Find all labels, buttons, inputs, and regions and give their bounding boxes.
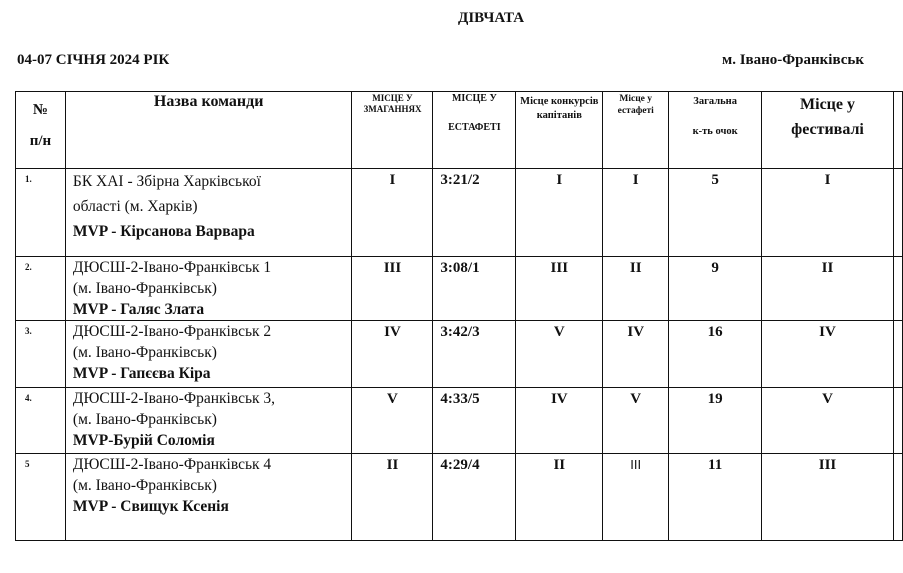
competition-place: II [352, 454, 433, 541]
table-row [16, 169, 903, 257]
row-num: 4. [16, 388, 66, 454]
table-row [16, 257, 903, 321]
header-captains-contest: Місце конкурсів капітанів [516, 92, 603, 169]
total-points: 16 [669, 321, 762, 388]
team-cell [65, 388, 352, 454]
header-relay-place-line2: ЕСТАФЕТІ [448, 122, 501, 133]
team-mvp: MVP - Галяс Злата [72, 301, 205, 318]
team-name-line1: БК ХАІ - Збірна Харківської [72, 173, 261, 190]
festival-place: V [762, 388, 894, 454]
header-festival-place: Місце у фестивалі [762, 92, 894, 169]
competition-place: III [352, 257, 433, 321]
header-row [16, 92, 903, 169]
team-name-line2: області (м. Харків) [72, 198, 198, 215]
extra-cell [893, 257, 902, 321]
header-team: Назва команди [65, 92, 352, 169]
header-total-points-line1: Загальна [693, 96, 737, 107]
festival-place: III [762, 454, 894, 541]
relay-place: II [603, 257, 669, 321]
header-relay-place-line1: МІСЦЕ У [451, 93, 497, 104]
team-name-line2: (м. Івано-Франківськ) [72, 411, 217, 428]
team-mvp: MVP-Бурій Соломія [72, 432, 215, 449]
relay-time: 3:21/2 [433, 169, 516, 257]
document-title: ДІВЧАТА [458, 10, 525, 26]
event-date: 04-07 СІЧНЯ 2024 РІК [17, 52, 170, 68]
team-name-line2: (м. Івано-Франківськ) [72, 344, 217, 361]
total-points: 5 [669, 169, 762, 257]
relay-time: 4:29/4 [433, 454, 516, 541]
team-mvp: MVP - Гапєєва Кіра [72, 365, 211, 382]
header-relay-rank: Місце у естафеті [603, 92, 669, 169]
event-city: м. Івано-Франківськ [722, 52, 864, 68]
table-row [16, 388, 903, 454]
extra-cell [893, 169, 902, 257]
competition-place: IV [352, 321, 433, 388]
table-row [16, 321, 903, 388]
team-cell [65, 321, 352, 388]
header-extra [893, 92, 902, 169]
total-points: 11 [669, 454, 762, 541]
row-num: 5 [16, 454, 66, 541]
festival-place: I [762, 169, 894, 257]
captains-place: V [516, 321, 603, 388]
festival-place: IV [762, 321, 894, 388]
team-cell [65, 169, 352, 257]
captains-place: IV [516, 388, 603, 454]
relay-place: IV [603, 321, 669, 388]
extra-cell [893, 388, 902, 454]
header-competition-place: МІСЦЕ У ЗМАГАННЯХ [352, 92, 433, 169]
row-num: 2. [16, 257, 66, 321]
relay-place: I [603, 169, 669, 257]
team-name-line1: ДЮСШ-2-Івано-Франківськ 3, [72, 390, 276, 407]
captains-place: I [516, 169, 603, 257]
header-num-line2: п/н [29, 133, 52, 149]
competition-place: I [352, 169, 433, 257]
team-name-line2: (м. Івано-Франківськ) [72, 477, 217, 494]
festival-place: II [762, 257, 894, 321]
total-points: 19 [669, 388, 762, 454]
captains-place: III [516, 257, 603, 321]
team-name-line1: ДЮСШ-2-Івано-Франківськ 4 [72, 456, 272, 473]
team-cell [65, 454, 352, 541]
team-name-line1: ДЮСШ-2-Івано-Франківськ 2 [72, 323, 272, 340]
row-num: 3. [16, 321, 66, 388]
header-relay-place [433, 92, 516, 169]
header-num-line1: № [32, 102, 48, 118]
team-mvp: MVP - Кірсанова Варвара [72, 223, 255, 240]
extra-cell [893, 321, 902, 388]
relay-time: 3:42/3 [433, 321, 516, 388]
captains-place: II [516, 454, 603, 541]
team-name-line2: (м. Івано-Франківськ) [72, 280, 217, 297]
team-name-line1: ДЮСШ-2-Івано-Франківськ 1 [72, 259, 272, 276]
results-table [15, 91, 903, 541]
team-mvp: MVP - Свищук Ксенія [72, 498, 229, 515]
header-total-points [669, 92, 762, 169]
relay-time: 4:33/5 [433, 388, 516, 454]
relay-time: 3:08/1 [433, 257, 516, 321]
relay-place: III [603, 454, 669, 541]
header-num [16, 92, 66, 169]
team-cell [65, 257, 352, 321]
relay-place: V [603, 388, 669, 454]
table-row [16, 454, 903, 541]
extra-cell [893, 454, 902, 541]
total-points: 9 [669, 257, 762, 321]
header-total-points-line2: к-ть очок [692, 126, 738, 137]
competition-place: V [352, 388, 433, 454]
row-num: 1. [16, 169, 66, 257]
